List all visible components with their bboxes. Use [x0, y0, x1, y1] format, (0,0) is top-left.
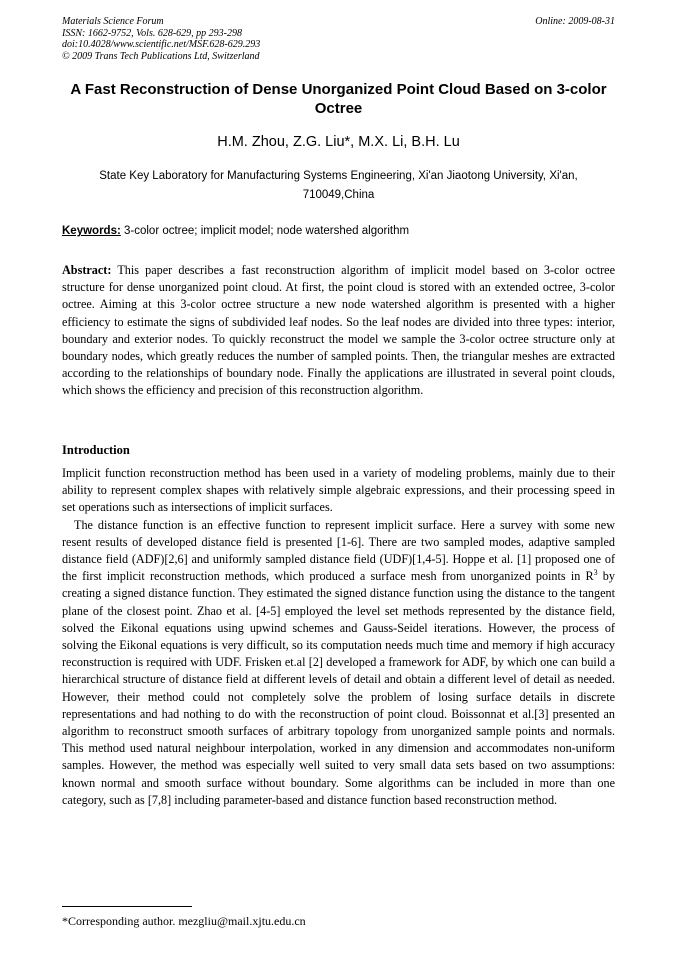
keywords-text: 3-color octree; implicit model; node watershed algorithm [120, 225, 410, 237]
keywords-label: Keywords: [62, 225, 121, 237]
abstract-label: Abstract: [62, 263, 112, 277]
online-date: Online: 2009-08-31 [535, 16, 615, 27]
journal-doi: doi:10.4028/www.scientific.net/MSF.628-629.293 [62, 39, 261, 50]
paper-title: A Fast Reconstruction of Dense Unorganized Point Cloud Based on 3-color Octree [70, 81, 607, 117]
keywords [62, 225, 615, 237]
journal-header [62, 16, 260, 62]
superscript-3: 3 [593, 568, 598, 578]
paper-authors: H.M. Zhou, Z.G. Liu*, M.X. Li, B.H. Lu [217, 134, 460, 150]
intro-paragraph-2-part-b: by creating a signed distance function. They estimated the signed distance function using the distance to the tangent plane of the closest point. Zhao et al. [4-5] employed the level set methods represented by the distance field, solved the Eikonal equations using upwind schemes and Gauss-Seidel iterations. However, the process of solving the Eikonal equations is very difficult, so its computation needs much time and memory if high accuracy reconstruction is required with UDF. Frisken et.al [2] developed a framework for ADF, by which one can build a hierarchical structure of distance field at different levels of detail and obtain a different level of detail as needed. However, their method could not completely solve the problem of losing surface details in discrete representations and had nothing to do with the reconstruction of point cloud. Boissonnat et al.[3] presented an algorithm to reconstruct smooth surfaces of arbitrary topology from unorganized sample points and normals. This method used natural neighbour interpolation, worked in any dimension and accommodates non-uniform samples. However, the method was especially well suited to very small data sets based on two assumptions: known normal and smooth surface without boundary. Some algorithms can be included in more than one category, such as [7,8] including parameter-based and distance function based reconstruction method. [62, 569, 615, 807]
journal-issn: ISSN: 1662-9752, Vols. 628-629, pp 293-298 [62, 27, 242, 39]
footnote: *Corresponding author. mezgliu@mail.xjtu.edu.cn [62, 914, 306, 928]
abstract-text: This paper describes a fast reconstruction algorithm of implicit model based on 3-color octree structure for dense unorganized point cloud. At first, the point cloud is stored with an extended octree, 3-color octree. Aiming at this 3-color octree structure a new node watershed algorithm is presented with a higher efficiency to estimate the signs of subdivided leaf nodes. So the leaf nodes are divided into three types: interior, boundary and exterior nodes. To quickly reconstruct the model we sample the 3-color octree structure only at boundary nodes, which greatly reduces the number of sampled points. Then, the triangular meshes are extracted according to the relationships of boundary node. Finally the applications are illustrated in several point clouds, which shows the efficiency and precision of this reconstruction algorithm. [62, 263, 615, 398]
introduction-heading: Introduction [62, 443, 130, 457]
paper-affiliation: State Key Laboratory for Manufacturing Systems Engineering, Xi'an Jiaotong University, Xi'an, 710049,China [99, 170, 578, 201]
journal-name: Materials Science Forum [62, 16, 164, 27]
intro-paragraph-1: Implicit function reconstruction method has been used in a variety of modeling problems, mainly due to their ability to represent complex shapes with relatively simple algebraic expressions, and their processing speed in set operations such as intersections of implicit surfaces. [62, 466, 615, 515]
intro-paragraph-2 [62, 517, 615, 809]
journal-copyright: © 2009 Trans Tech Publications Ltd, Switzerland [62, 50, 260, 62]
intro-paragraph-2-part-a: The distance function is an effective function to represent implicit surface. Here a survey with some new resent results of developed distance field is presented [1-6]. There are two sampled modes, adaptive sampled distance field (ADF)[2,6] and uniformly sampled distance field (UDF)[1,4-5]. Hoppe et al. [1] proposed one of the first implicit reconstruction methods, which produced a surface mesh from unorganized points in R [62, 517, 615, 584]
abstract [62, 262, 615, 400]
introduction-body [62, 465, 615, 809]
footnote-divider [62, 906, 192, 907]
